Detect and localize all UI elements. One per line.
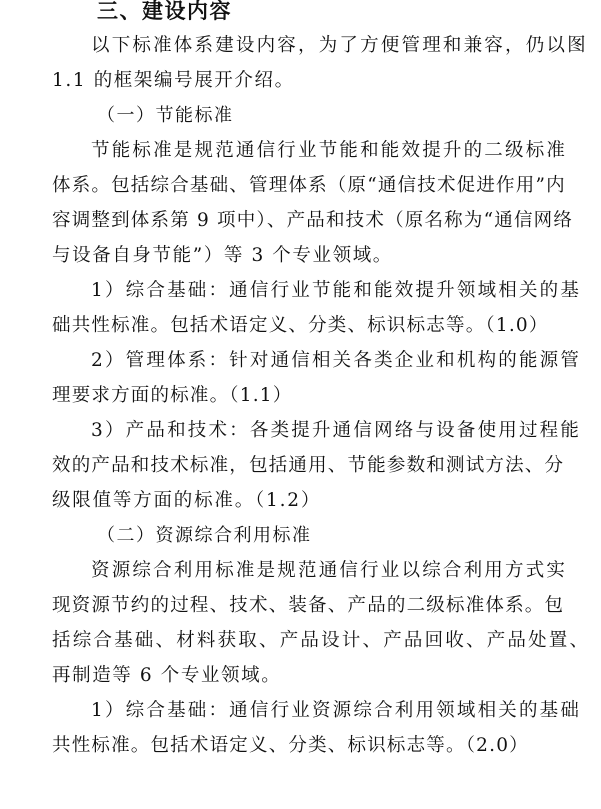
list-item-line: 效的产品和技术标准，包括通用、节能参数和测试方法、分 xyxy=(52,455,565,476)
paragraph-line: 再制造等 6 个专业领域。 xyxy=(52,665,282,686)
paragraph-line: 容调整到体系第 9 项中）、产品和技术（原名称为“通信网络 xyxy=(52,210,574,231)
subsection-heading-energy: （一）节能标准 xyxy=(97,105,234,126)
paragraph-line: 与设备自身节能”）等 3 个专业领域。 xyxy=(52,245,393,266)
list-item-line: 1）综合基础：通信行业资源综合利用领域相关的基础 xyxy=(91,700,582,721)
list-item-line: 3）产品和技术：各类提升通信网络与设备使用过程能 xyxy=(91,420,582,441)
paragraph-line: 现资源节约的过程、技术、装备、产品的二级标准体系。包 xyxy=(52,595,565,616)
paragraph-line: 体系。包括综合基础、管理体系（原“通信技术促进作用”内 xyxy=(52,175,566,196)
list-item-line: 础共性标准。包括术语定义、分类、标识标志等。（1.0） xyxy=(52,315,549,336)
list-item-line: 共性标准。包括术语定义、分类、标识标志等。（2.0） xyxy=(52,735,529,756)
list-item-line: 2）管理体系：针对通信相关各类企业和机构的能源管 xyxy=(91,350,582,371)
paragraph-line: 节能标准是规范通信行业节能和能效提升的二级标准 xyxy=(91,140,568,161)
intro-line-1: 以下标准体系建设内容，为了方便管理和兼容，仍以图 xyxy=(91,35,588,56)
list-item-line: 1）综合基础：通信行业节能和能效提升领域相关的基 xyxy=(91,280,582,301)
list-item-line: 级限值等方面的标准。（1.2） xyxy=(52,490,322,511)
intro-line-2: 1.1 的框架编号展开介绍。 xyxy=(52,70,295,91)
paragraph-line: 资源综合利用标准是规范通信行业以综合利用方式实 xyxy=(91,560,568,581)
paragraph-line: 括综合基础、材料获取、产品设计、产品回收、产品处置、 xyxy=(52,630,591,651)
section-title: 三、建设内容 xyxy=(97,0,232,23)
list-item-line: 理要求方面的标准。（1.1） xyxy=(52,385,293,406)
subsection-heading-resources: （二）资源综合利用标准 xyxy=(97,525,312,546)
